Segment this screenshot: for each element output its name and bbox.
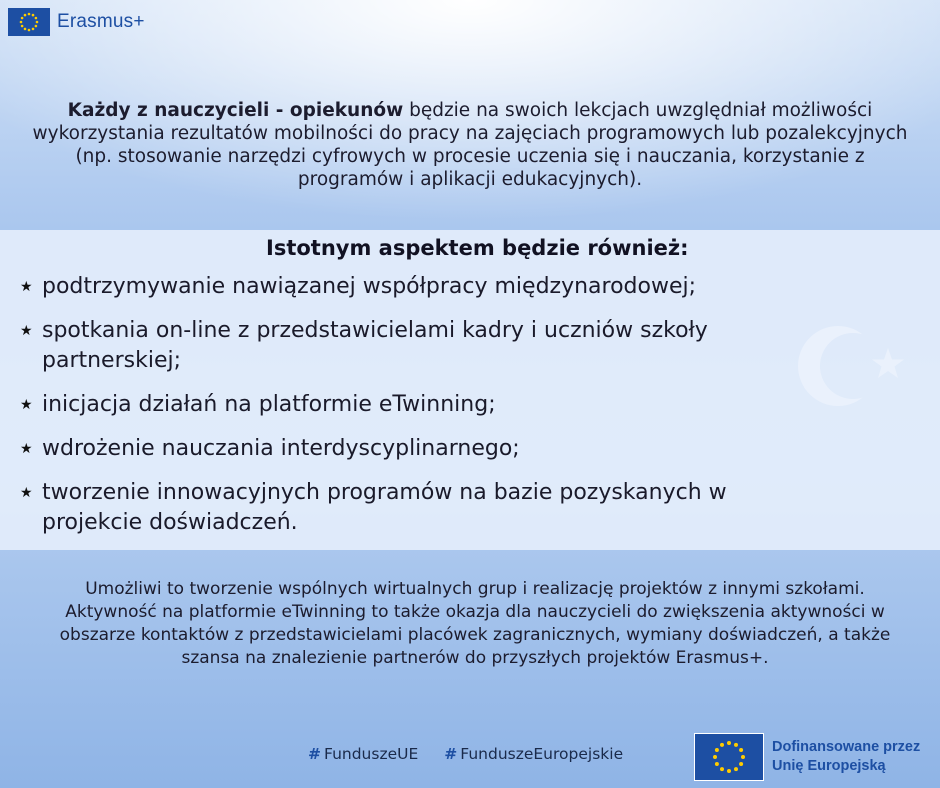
eu-stars-icon: [695, 734, 763, 780]
star-bullet-icon: ★: [20, 485, 33, 501]
list-item: [20, 272, 800, 302]
star-bullet-icon: ★: [20, 441, 33, 457]
list-item: [20, 478, 800, 538]
funded-line-1: Dofinansowane przez: [772, 739, 921, 755]
eu-flag-icon: [694, 733, 764, 781]
funded-line-2: Unię Europejską: [772, 758, 886, 774]
star-bullet-icon: ★: [20, 397, 33, 413]
hashtags: [308, 745, 623, 763]
list-item-text: spotkania on-line z przedstawicielami kadry i uczniów szkoły partnerskiej;: [42, 318, 708, 373]
hashtag-fundusze-europejskie[interactable]: [444, 745, 623, 763]
star-bullet-icon: ★: [20, 279, 33, 295]
intro-text: będzie na swoich lekcjach uwzględniał możliwości wykorzystania rezultatów mobilności do pracy na zajęciach programowych lub pozalekcyjnych (np. stosowanie narzędzi cyfrowych w procesie uczenia się i nauczania, korzystanie z programów i aplikacji edukacyjnych).: [32, 100, 908, 190]
hash-icon: #: [308, 745, 321, 763]
eu-flag-icon: [8, 8, 50, 36]
erasmus-logo-text: Erasmus+: [57, 11, 145, 32]
hash-icon: #: [444, 745, 458, 763]
hashtag-text: FunduszeEuropejskie: [460, 745, 624, 763]
list-item: [20, 316, 800, 376]
eu-funding-logo: [694, 733, 920, 781]
list-item-text: inicjacja działań na platformie eTwinning;: [42, 392, 496, 417]
closing-paragraph: Umożliwi to tworzenie wspólnych wirtualnych grup i realizację projektów z innymi szkołami. Aktywność na platformie eTwinning to także okazja dla nauczycieli do zwiększenia aktywności w obszarze kontaktów z przedstawicielami placówek zagranicznych, wymiany doświadczeń, a także szansa na znalezienie partnerów do przyszłych projektów Erasmus+.: [59, 579, 891, 668]
erasmus-logo: [8, 8, 145, 36]
eu-funding-text: [772, 738, 920, 776]
list-item: [20, 390, 800, 420]
hashtag-fundusze-ue[interactable]: [308, 745, 418, 763]
hashtag-text: FunduszeUE: [324, 745, 419, 763]
eu-stars-icon: [8, 8, 50, 36]
aspects-list: [20, 272, 800, 552]
list-item-text: tworzenie innowacyjnych programów na bazie pozyskanych w projekcie doświadczeń.: [42, 480, 727, 535]
star-bullet-icon: ★: [20, 323, 33, 339]
intro-bold-lead: Każdy z nauczycieli - opiekunów: [67, 100, 404, 121]
crescent-star-icon: [796, 322, 916, 410]
list-item: [20, 434, 800, 464]
list-item-text: podtrzymywanie nawiązanej współpracy międzynarodowej;: [42, 274, 697, 299]
intro-paragraph: [20, 99, 920, 191]
aspects-heading: Istotnym aspektem będzie również:: [266, 236, 689, 260]
list-item-text: wdrożenie nauczania interdyscyplinarnego;: [42, 436, 520, 461]
